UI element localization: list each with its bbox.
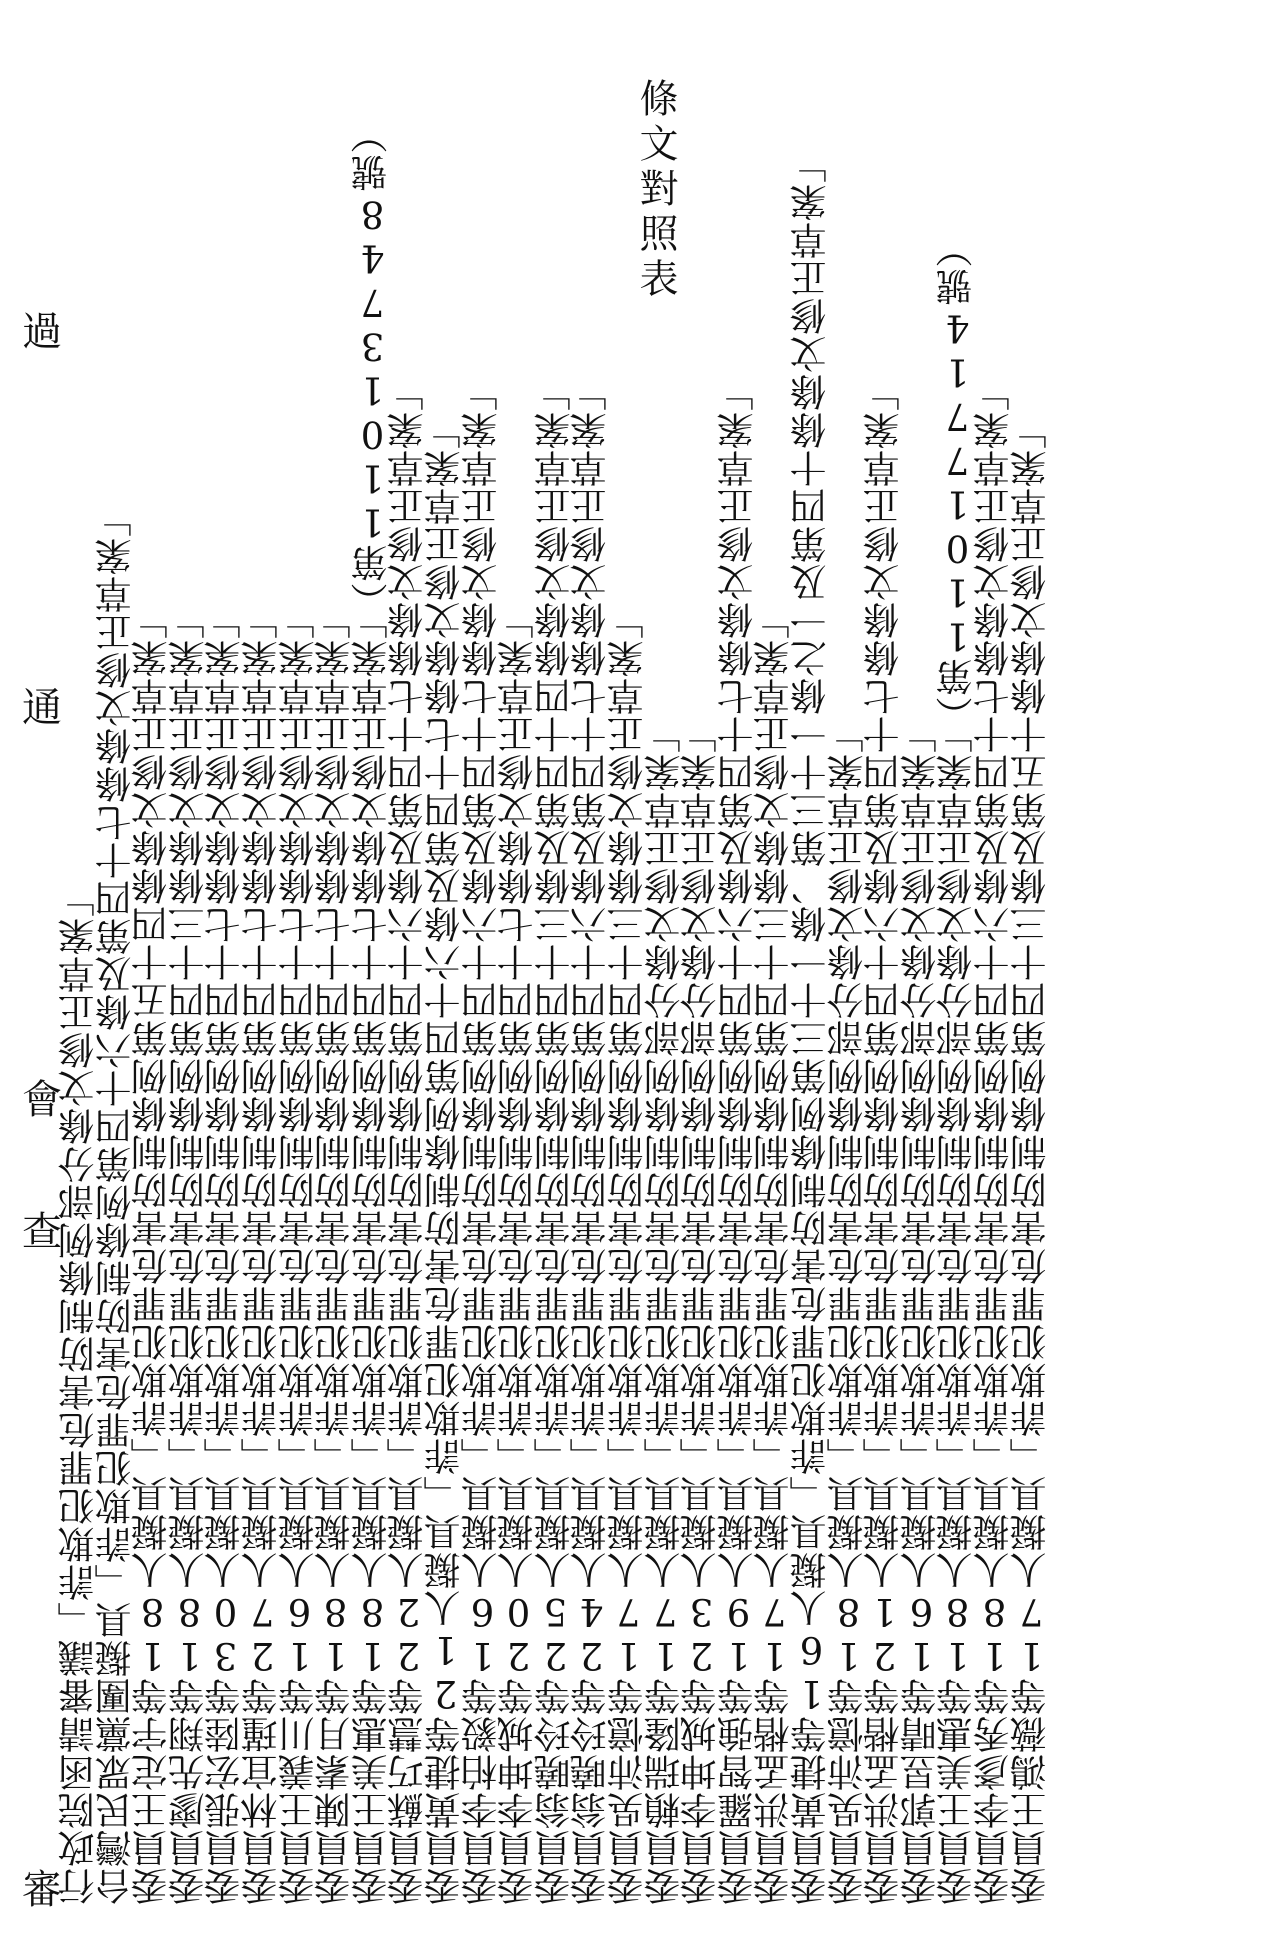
line-18: 委員李坤城等23人擬具「詐欺犯罪危害防制條例部分條文修正草案」 (680, 715, 724, 1905)
line-27: 委員王鴻薇等17人擬具「詐欺犯罪危害防制條例第四十三條及第五十條條文修正草案」 (1009, 411, 1053, 1905)
line-4: 委員廖先翔等18人擬具「詐欺犯罪危害防制條例第四十三條條文修正草案」 (167, 601, 211, 1905)
marker-shen: 審 (22, 1867, 62, 1913)
line-15: 委員翁曉玲等24人擬具「詐欺犯罪危害防制條例第四十六條及第四十七條條文修正草案」 (570, 373, 614, 1905)
line-7: 委員王義川等16人擬具「詐欺犯罪危害防制條例第四十七條條文修正草案」 (277, 601, 321, 1905)
line-9: 委員王美惠等18人擬具「詐欺犯罪危害防制條例第四十七條條文修正草案」（第11013748號） (350, 115, 394, 1905)
line-25: 委員王美惠等18人擬具「詐欺犯罪危害防制條例部分條文修正草案」（第11017714號） (936, 229, 980, 1905)
line-14: 委員翁曉玲等25人擬具「詐欺犯罪危害防制條例第四十三條及第四十四條條文修正草案」 (533, 373, 577, 1905)
marker-guo: 過 (22, 309, 62, 355)
line-20: 委員洪孟楷等17人擬具「詐欺犯罪危害防制條例第四十三條條文修正草案」 (753, 601, 797, 1905)
line-6: 委員林宜瑾等27人擬具「詐欺犯罪危害防制條例第四十七條條文修正草案」 (241, 601, 284, 1905)
line-8: 委員陳素月等18人擬具「詐欺犯罪危害防制條例第四十七條條文修正草案」 (314, 601, 358, 1905)
line-5: 委員張宏陸等30人擬具「詐欺犯罪危害防制條例第四十七條條文修正草案」 (204, 601, 248, 1905)
line-1: 行政院函請審議「詐欺犯罪危害防制條例部分條文修正草案」 (58, 879, 101, 1905)
line-26: 委員李彥秀等18人擬具「詐欺犯罪危害防制條例第四十六條及第四十七條條文修正草案」 (973, 373, 1016, 1905)
line-22: 委員吳沛憶等18人擬具「詐欺犯罪危害防制條例部分條文修正草案」 (826, 715, 870, 1905)
line-21: 委員黃捷等16人擬具「詐欺犯罪危害防制條例第三十一條、第三十一條之一及第四十條條文修正草案」 (790, 145, 833, 1905)
line-11: 委員黃捷等21人擬具「詐欺犯罪危害防制條例第四十六條及第四十七條條文修正草案」 (424, 411, 467, 1905)
line-19: 委員羅智強等19人擬具「詐欺犯罪危害防制條例第四十六條及第四十七條條文修正草案」 (716, 373, 760, 1905)
line-13: 委員李坤城等20人擬具「詐欺犯罪危害防制條例第四十七條條文修正草案」 (497, 601, 541, 1905)
line-12: 委員李柏毅等16人擬具「詐欺犯罪危害防制條例第四十六條及第四十七條條文修正草案」 (460, 373, 504, 1905)
marker-tong: 通 (22, 685, 62, 731)
document-title: 條文對照表 (633, 78, 678, 303)
line-3: 委員王定宇等18人擬具「詐欺犯罪危害防制條例第五十四條條文修正草案」 (131, 601, 175, 1905)
line-2: 台灣民眾黨團擬具「詐欺犯罪危害防制條例第四十六條及第四十七條條文修正草案」 (94, 499, 138, 1905)
marker-cha: 查 (22, 1209, 62, 1255)
line-23: 委員洪孟楷等21人擬具「詐欺犯罪危害防制條例第四十六條及第四十七條條文修正草案」 (863, 373, 907, 1905)
line-24: 委員郭昱晴等16人擬具「詐欺犯罪危害防制條例部分條文修正草案」 (899, 715, 943, 1905)
line-10: 委員蘇巧慧等22人擬具「詐欺犯罪危害防制條例第四十六條及第四十七條條文修正草案」 (387, 373, 431, 1905)
marker-hui: 會 (22, 1077, 62, 1123)
line-17: 委員賴瑞隆等17人擬具「詐欺犯罪危害防制條例部分條文修正草案」 (643, 715, 687, 1905)
line-16: 委員吳沛憶等17人擬具「詐欺犯罪危害防制條例第四十三條條文修正草案」 (607, 601, 650, 1905)
